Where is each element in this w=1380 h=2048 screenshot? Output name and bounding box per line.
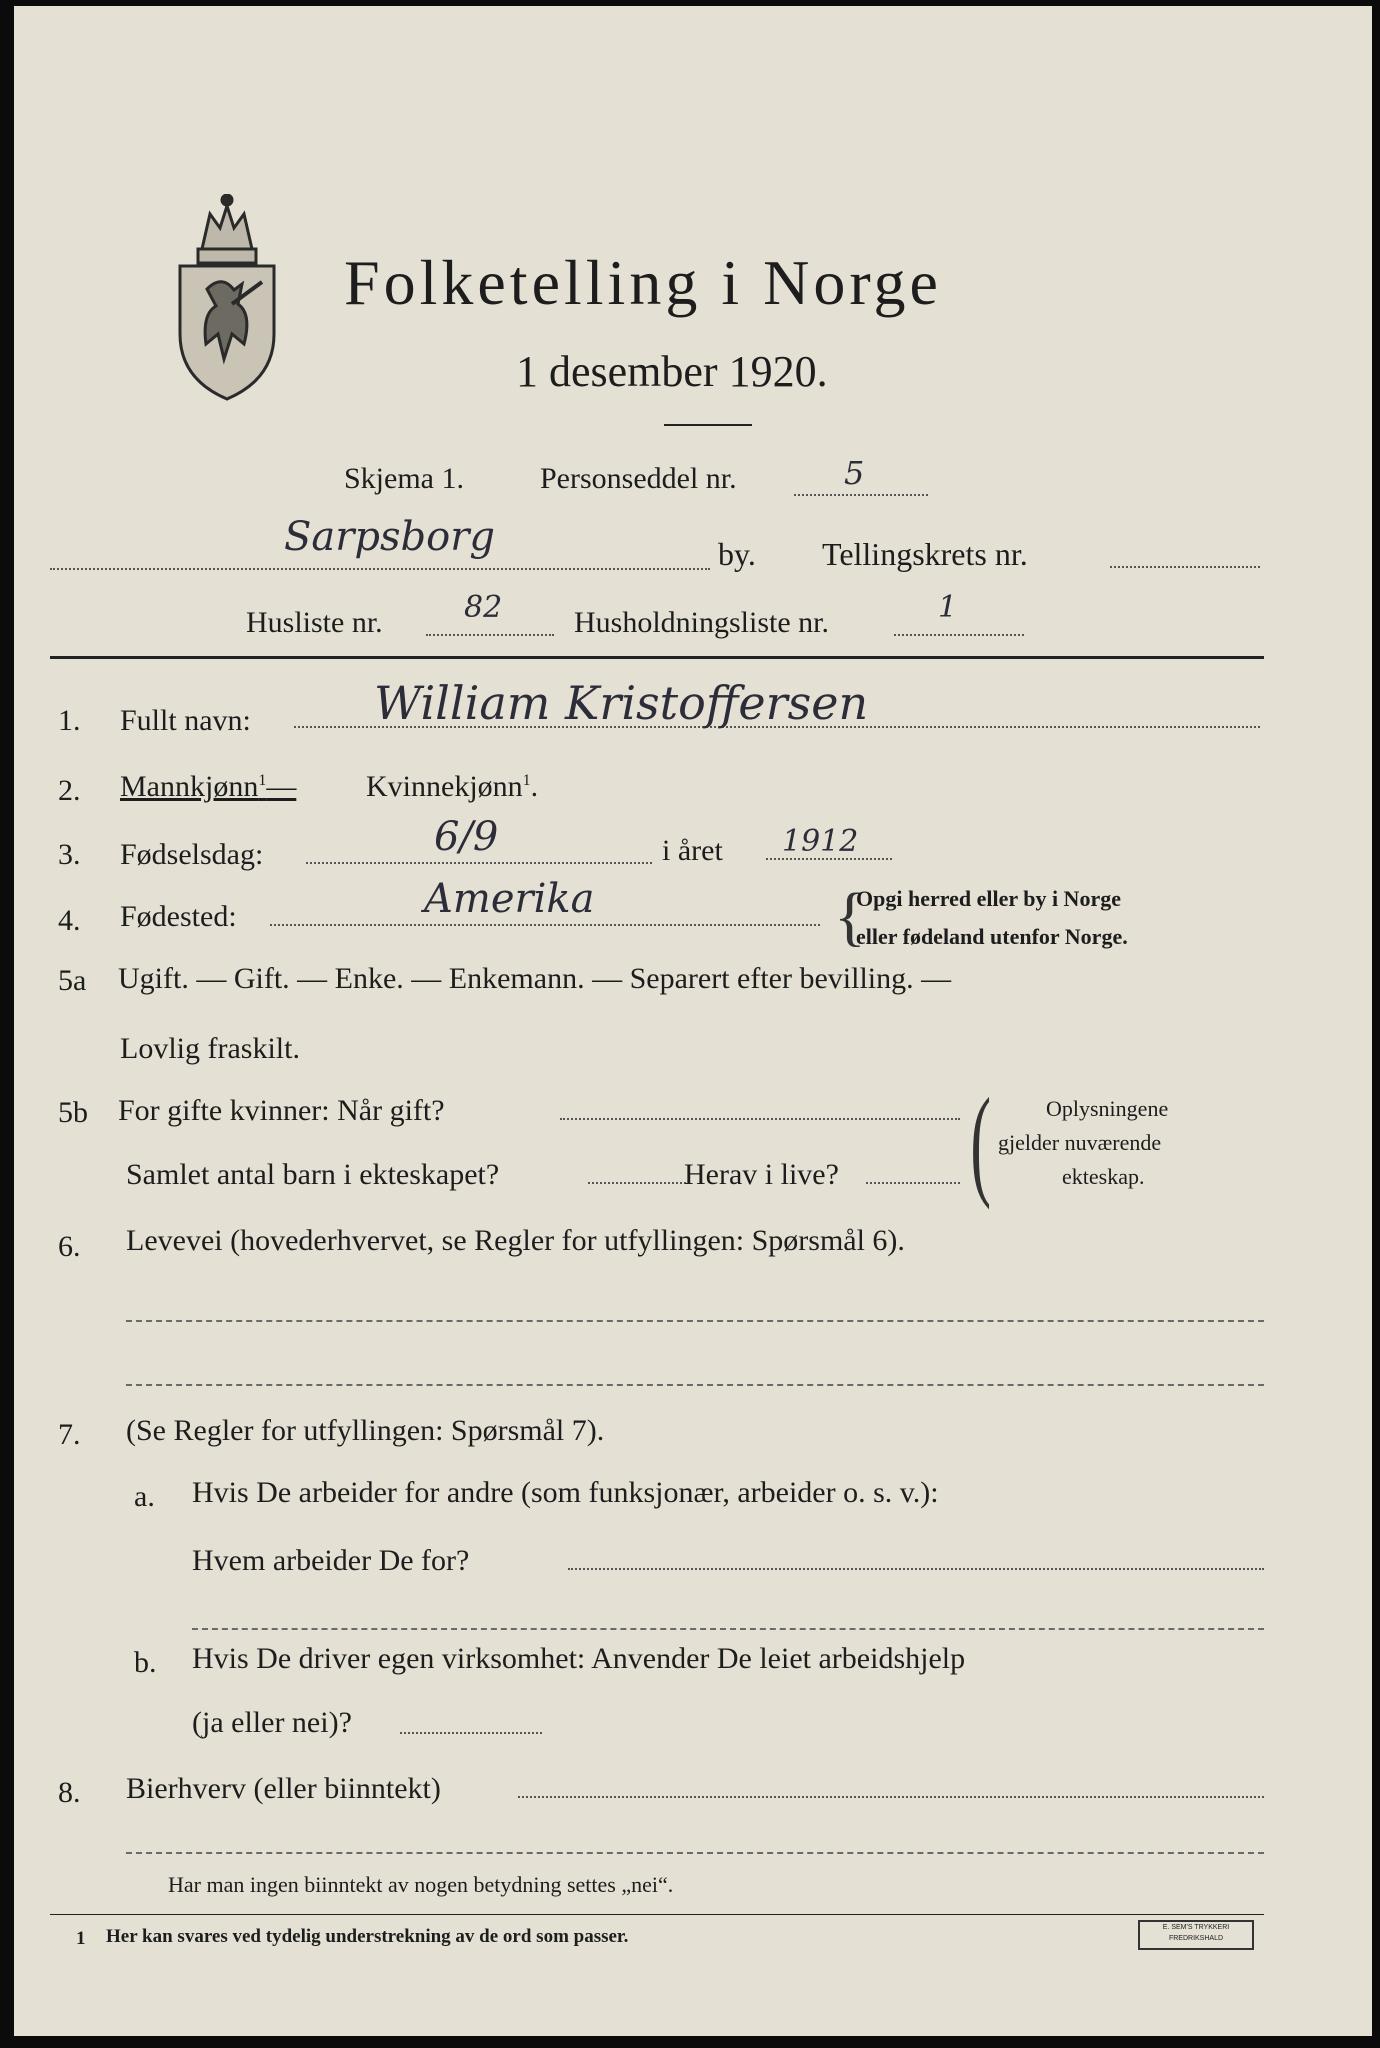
q5b-note-2: gjelder nuværende [998, 1130, 1162, 1155]
husliste-label: Husliste nr. [246, 606, 383, 639]
form-title: Folketelling i Norge [344, 247, 942, 318]
q4-label: Fødested: [120, 900, 237, 933]
q3-number: 3. [58, 838, 81, 871]
q6-label: Levevei (hovederhvervet, se Regler for utfyllingen: Spørsmål 6). [126, 1224, 905, 1257]
q8-number: 8. [58, 1776, 81, 1809]
husliste-value: 82 [464, 590, 503, 625]
q5b-note-3: ekteskap. [1062, 1164, 1145, 1189]
census-form-paper [14, 6, 1372, 2036]
coat-of-arms-icon [172, 194, 282, 404]
q7a-label-2: Hvem arbeider De for? [192, 1544, 470, 1577]
q7a-number: a. [134, 1480, 155, 1513]
q5b-label-3: Herav i live? [684, 1158, 839, 1191]
q5a-options-2: Lovlig fraskilt. [120, 1032, 300, 1065]
birthdate-value: 6/9 [434, 814, 499, 860]
q7b-label-2: (ja eller nei)? [192, 1706, 352, 1739]
birthplace-value: Amerika [424, 876, 595, 922]
q1-label: Fullt navn: [120, 704, 251, 737]
form-date: 1 desember 1920. [516, 347, 828, 396]
q8-note: Har man ingen biinntekt av nogen betydning settes „nei“. [168, 1872, 674, 1897]
q4-brace: { [834, 880, 866, 953]
skjema-label: Skjema 1. [344, 462, 464, 495]
q5b-label: For gifte kvinner: Når gift? [118, 1094, 445, 1127]
q4-number: 4. [58, 904, 81, 937]
printer-stamp: E. SEM'S TRYKKERI FREDRIKSHALD [1138, 1920, 1254, 1950]
q7-number: 7. [58, 1418, 81, 1451]
husholdning-label: Husholdningsliste nr. [574, 606, 830, 639]
q7b-number: b. [134, 1646, 157, 1679]
q6-number: 6. [58, 1230, 81, 1263]
q3-year-label: i året [662, 834, 723, 867]
birth-year-value: 1912 [782, 824, 859, 859]
personseddel-label: Personseddel nr. [540, 462, 737, 495]
q8-label: Bierhverv (eller biinntekt) [126, 1772, 441, 1805]
personseddel-value: 5 [844, 454, 865, 492]
q5b-note-1: Oplysningene [1046, 1096, 1169, 1121]
q2-number: 2. [58, 774, 81, 807]
tellingskrets-label: Tellingskrets nr. [822, 536, 1028, 572]
q7-label: (Se Regler for utfyllingen: Spørsmål 7). [126, 1414, 605, 1447]
q5b-brace: ( [970, 1073, 991, 1210]
q7b-label: Hvis De driver egen virksomhet: Anvender De leiet arbeidshjelp [192, 1642, 966, 1675]
q5a-number: 5a [58, 964, 87, 997]
title-rule [664, 424, 752, 426]
town-value: Sarpsborg [284, 514, 495, 560]
q1-number: 1. [58, 704, 81, 737]
q4-note-1: Opgi herred eller by i Norge [856, 886, 1121, 911]
footnote-text: Her kan svares ved tydelig understrekning av de ord som passer. [106, 1926, 629, 1947]
q5b-label-2: Samlet antal barn i ekteskapet? [126, 1158, 500, 1191]
town-suffix: by. [718, 536, 756, 572]
footnote-mark: 1 [76, 1928, 86, 1949]
male-option: Mannkjønn$^1$— [120, 770, 297, 803]
footnote-divider [50, 1914, 1264, 1915]
header-divider [50, 656, 1264, 659]
female-option: Kvinnekjønn$^1$. [366, 770, 539, 803]
q5b-number: 5b [58, 1096, 88, 1129]
q7a-label: Hvis De arbeider for andre (som funksjonær, arbeider o. s. v.): [192, 1476, 939, 1509]
husholdning-value: 1 [938, 590, 958, 625]
full-name-value: William Kristoffersen [374, 676, 869, 730]
q3-label: Fødselsdag: [120, 838, 264, 871]
q5a-options: Ugift. — Gift. — Enke. — Enkemann. — Separert efter bevilling. — [118, 962, 952, 995]
q4-note-2: eller fødeland utenfor Norge. [856, 924, 1128, 949]
